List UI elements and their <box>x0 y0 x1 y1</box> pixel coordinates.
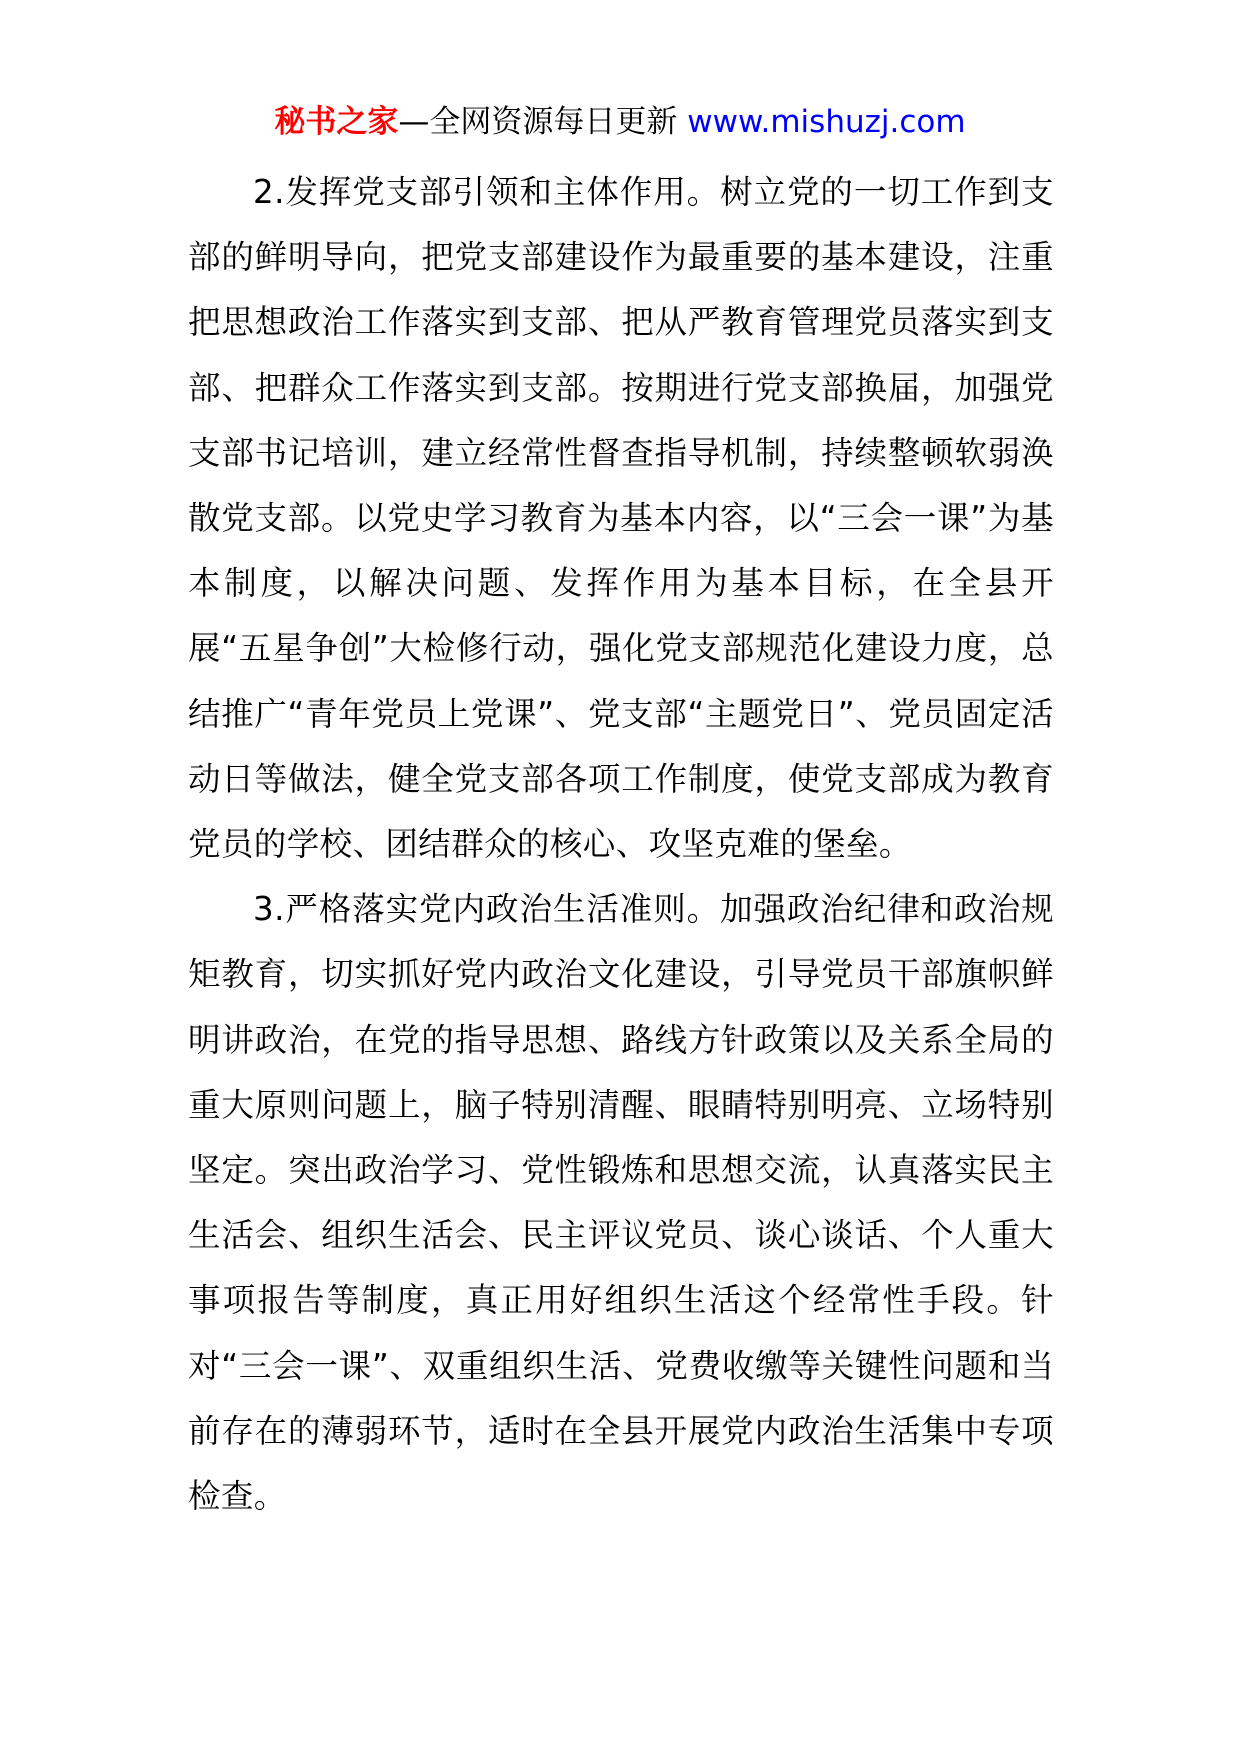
document-body <box>188 160 1054 1529</box>
header-brand: 秘书之家 <box>274 104 399 140</box>
header-url-link[interactable]: www.mishuzj.com <box>687 104 966 140</box>
header-tagline: —全网资源每日更新 <box>398 104 688 140</box>
page-header <box>0 100 1240 144</box>
paragraph-political-life-rules: 3.严格落实党内政治生活准则。加强政治纪律和政治规矩教育，切实抓好党内政治文化建设，引导党员干部旗帜鲜明讲政治，在党的指导思想、路线方针政策以及关系全局的重大原则问题上，脑子特别清醒、眼睛特别明亮、立场特别坚定。突出政治学习、党性锻炼和思想交流，认真落实民主生活会、组织生活会、民主评议党员、谈心谈话、个人重大事项报告等制度，真正用好组织生活这个经常性手段。针对“三会一课”、双重组织生活、党费收缴等关键性问题和当前存在的薄弱环节，适时在全县开展党内政治生活集中专项检查。 <box>188 890 1054 1516</box>
paragraph-party-branch-role: 2.发挥党支部引领和主体作用。树立党的一切工作到支部的鲜明导向，把党支部建设作为最重要的基本建设，注重把思想政治工作落实到支部、把从严教育管理党员落实到支部、把群众工作落实到支部。按期进行党支部换届，加强党支部书记培训，建立经常性督查指导机制，持续整顿软弱涣散党支部。以党史学习教育为基本内容，以“三会一课”为基本制度，以解决问题、发挥作用为基本目标，在全县开展“五星争创”大检修行动，强化党支部规范化建设力度，总结推广“青年党员上党课”、党支部“主题党日”、党员固定活动日等做法，健全党支部各项工作制度，使党支部成为教育党员的学校、团结群众的核心、攻坚克难的堡垒。 <box>188 173 1054 864</box>
